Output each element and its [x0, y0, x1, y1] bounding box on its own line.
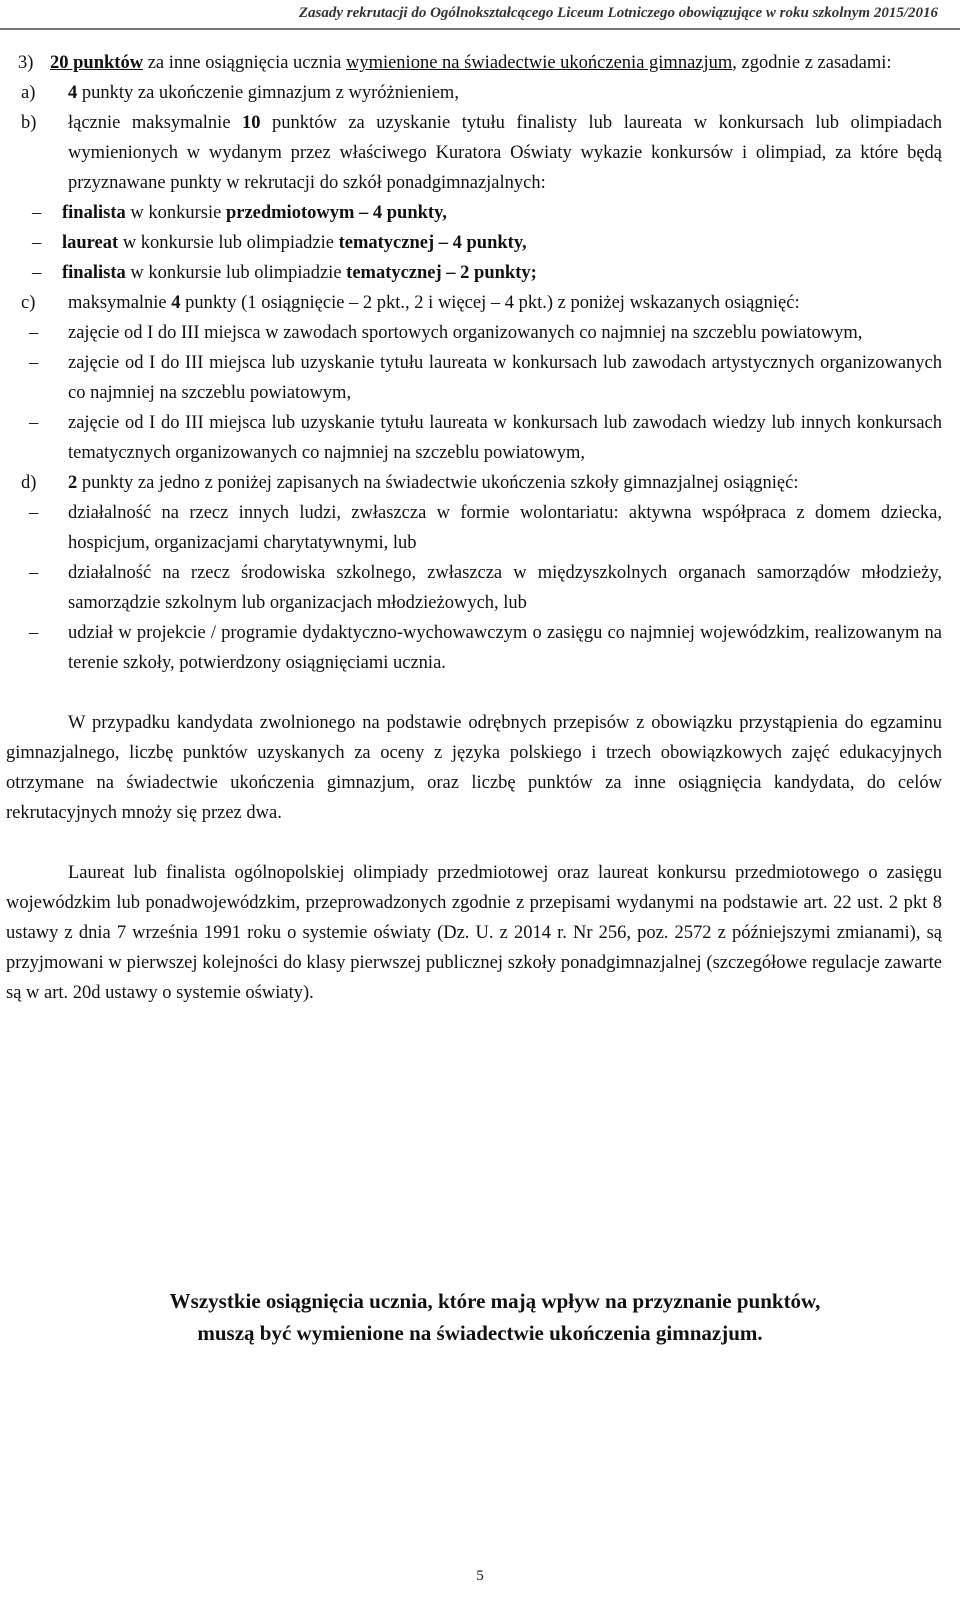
list-item — [18, 618, 942, 678]
list-item-text: zajęcie od I do III miejsca w zawodach sportowych organizowanych co najmniej na szczeblu powiatowym, — [68, 323, 863, 343]
list-item-bold: finalista — [62, 203, 126, 223]
point-3-underlined: wymienione na świadectwie ukończenia gimnazjum — [345, 53, 733, 73]
list-item — [18, 318, 942, 348]
dash-marker: – — [29, 503, 39, 523]
item-a — [18, 78, 942, 108]
item-a-points: 4 — [68, 83, 78, 103]
item-a-text: punkty za ukończenie gimnazjum z wyróżnieniem, — [77, 83, 459, 103]
point-3-text: za inne osiągnięcia ucznia — [143, 53, 346, 73]
item-c — [18, 288, 942, 468]
item-d — [18, 468, 942, 678]
item-b-label: b) — [21, 113, 37, 133]
item-d-label: d) — [21, 473, 37, 493]
item-b-list — [18, 198, 942, 288]
running-header: Zasady rekrutacji do Ogólnokształcącego Liceum Lotniczego obowiązujące w roku szkolnym 2015/2016 — [298, 5, 938, 21]
point-3-number: 3) — [18, 53, 34, 73]
item-b-pre: łącznie maksymalnie — [68, 113, 243, 133]
list-item-text: udział w projekcie / programie dydaktyczno-wychowawczym o zasięgu co najmniej wojewódzkim, realizowanym na terenie szkoły, potwierdzony osiągnięciami ucznia. — [68, 623, 942, 673]
list-item-bold: finalista — [62, 263, 126, 283]
list-item — [18, 348, 942, 408]
dash-marker: – — [29, 353, 39, 373]
list-item-text: w konkursie — [125, 203, 226, 223]
list-item — [18, 498, 942, 558]
point-3 — [18, 48, 942, 78]
paragraph-exempt-candidate: W przypadku kandydata zwolnionego na podstawie odrębnych przepisów z obowiązku przystąpienia do egzaminu gimnazjalnego, liczbę punktów uzyskanych za oceny z języka polskiego i trzech obowiązkowych zajęć edukacyjnych otrzymane na świadectwie ukończenia gimnazjum, oraz liczbę punktów za inne osiągnięcia kandydata, do celów rekrutacyjnych mnoży się przez dwa. — [6, 713, 942, 823]
item-c-list — [18, 318, 942, 468]
closing-line-2: muszą być wymienione na świadectwie ukończenia gimnazjum. — [197, 1321, 763, 1345]
dash-marker: – — [32, 203, 42, 223]
item-c-points: 4 — [171, 293, 181, 313]
list-item-text: w konkursie lub olimpiadzie — [118, 233, 339, 253]
list-item — [18, 408, 942, 468]
list-item-text: działalność na rzecz innych ludzi, zwłaszcza w formie wolontariatu: aktywna współpraca z domem dziecka, hospicjum, organizacjami charytatywnymi, lub — [68, 503, 942, 553]
dash-marker: – — [32, 263, 42, 283]
list-item-text: zajęcie od I do III miejsca lub uzyskanie tytułu laureata w konkursach lub zawodach artystycznych organizowanych co najmniej na szczeblu powiatowym, — [68, 353, 942, 403]
dash-marker: – — [29, 623, 39, 643]
closing-note — [0, 1285, 960, 1349]
list-item-text: zajęcie od I do III miejsca lub uzyskanie tytułu laureata w konkursach lub zawodach wiedzy lub innych konkursach tematycznych organizowanych co najmniej na szczeblu powiatowym, — [68, 413, 942, 463]
point-3-points: 20 punktów — [50, 53, 144, 73]
closing-line-1: Wszystkie osiągnięcia ucznia, które mają wpływ na przyznanie punktów, — [169, 1289, 821, 1313]
item-b-text: punktów za uzyskanie tytułu finalisty lub laureata w konkursach lub olimpiadach wymienionych w wydanym przez właściwego Kuratora Oświaty wykazie konkursów i olimpiad, za które będą przyznawane punkty w rekrutacji do szkół ponadgimnazjalnych: — [68, 113, 942, 193]
item-c-label: c) — [21, 293, 36, 313]
list-item-text: działalność na rzecz środowiska szkolnego, zwłaszcza w międzyszkolnych organach samorządów młodzieży, samorządzie szkolnym lub organizacjach młodzieżowych, lub — [68, 563, 942, 613]
list-item — [18, 558, 942, 618]
paragraph-laureate: Laureat lub finalista ogólnopolskiej olimpiady przedmiotowej oraz laureat konkursu przedmiotowego o zasięgu wojewódzkim lub ponadwojewódzkim, przeprowadzonych zgodnie z przepisami wydanymi na podstawie art. 22 ust. 2 pkt 8 ustawy z dnia 7 września 1991 roku o systemie oświaty (Dz. U. z 2014 r. Nr 256, poz. 2572 z późniejszymi zmianami), są przyjmowani w pierwszej kolejności do klasy pierwszej publicznej szkoły ponadgimnazjalnej (szczegółowe regulacje zawarte są w art. 20d ustawy o systemie oświaty). — [6, 863, 942, 1003]
item-d-points: 2 — [68, 473, 78, 493]
item-c-pre: maksymalnie — [68, 293, 172, 313]
list-item-bold: przedmiotowym – 4 punkty, — [225, 203, 447, 223]
item-b — [18, 108, 942, 288]
item-c-text: punkty (1 osiągnięcie – 2 pkt., 2 i więcej – 4 pkt.) z poniżej wskazanych osiągnięć: — [180, 293, 800, 313]
list-item-bold: tematycznej – 2 punkty; — [346, 263, 537, 283]
dash-marker: – — [29, 563, 39, 583]
list-item — [18, 258, 942, 288]
item-d-text: punkty za jedno z poniżej zapisanych na świadectwie ukończenia szkoły gimnazjalnej osiągnięć: — [77, 473, 799, 493]
page-number: 5 — [476, 1568, 484, 1584]
list-item — [18, 198, 942, 228]
document-body — [6, 48, 942, 1008]
list-item-text: w konkursie lub olimpiadzie — [125, 263, 347, 283]
dash-marker: – — [29, 413, 39, 433]
item-a-label: a) — [21, 83, 36, 103]
list-item-bold: tematycznej – 4 punkty, — [338, 233, 527, 253]
item-d-list — [18, 498, 942, 678]
header-rule — [0, 28, 960, 30]
list-item — [18, 228, 942, 258]
item-b-points: 10 — [242, 113, 261, 133]
dash-marker: – — [29, 323, 39, 343]
list-item-bold: laureat — [62, 233, 119, 253]
dash-marker: – — [32, 233, 42, 253]
point-3-text-end: , zgodnie z zasadami: — [732, 53, 892, 73]
